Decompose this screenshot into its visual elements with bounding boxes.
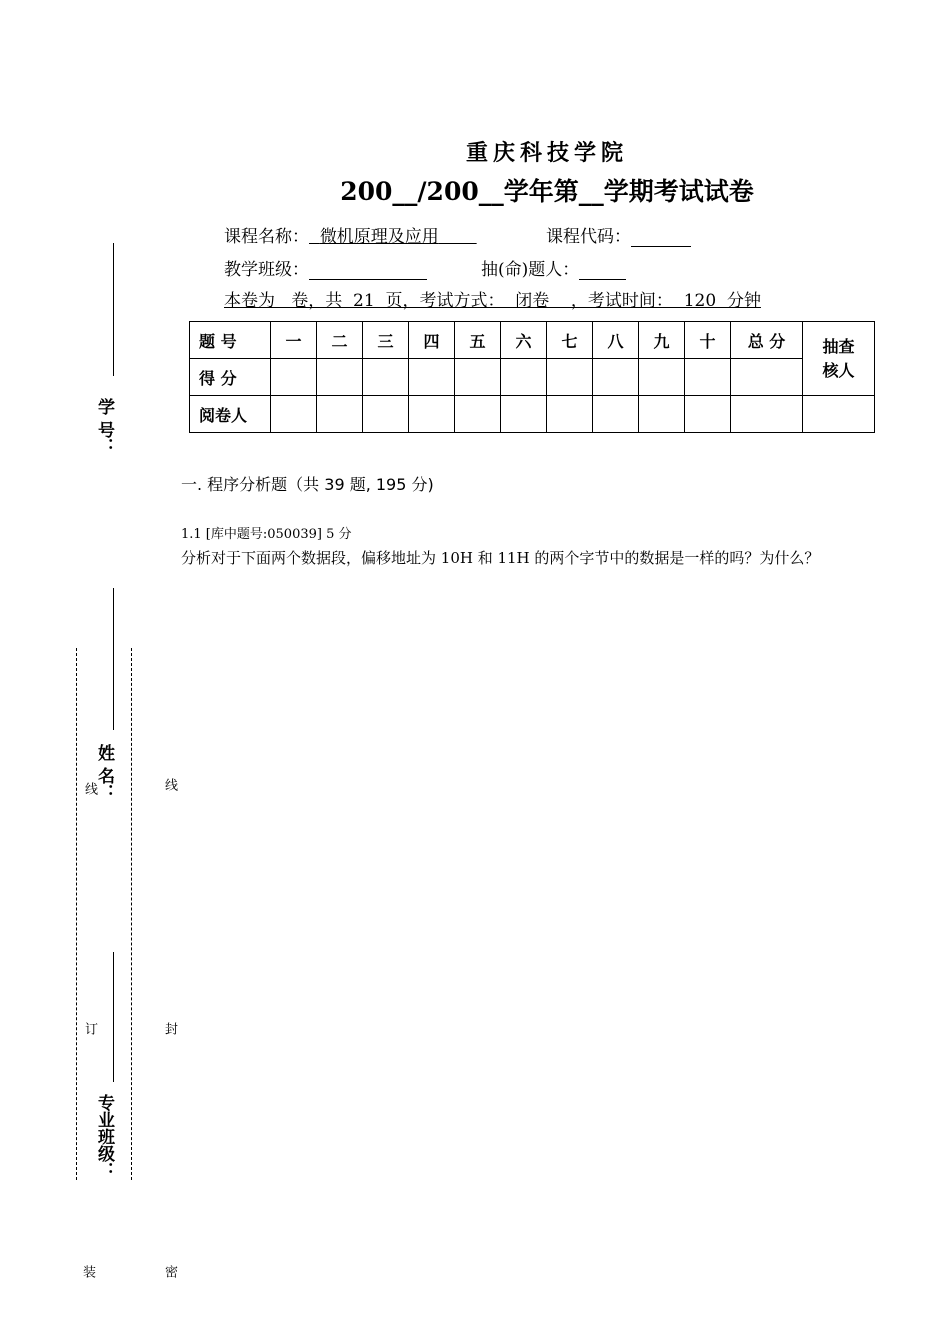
binding-dashed-line-left (76, 648, 77, 1180)
grader-cell[interactable] (409, 396, 455, 433)
score-cell[interactable] (455, 359, 501, 396)
column-header: 四 (409, 322, 455, 359)
major-class-label: 专业班级： (94, 1094, 114, 1179)
student-id-label: 学 号： (94, 398, 114, 455)
column-header: 十 (685, 322, 731, 359)
column-header-total: 总 分 (731, 322, 803, 359)
name-line[interactable] (113, 588, 114, 730)
score-cell[interactable] (501, 359, 547, 396)
grader-cell[interactable] (639, 396, 685, 433)
binding-mark: 订 (82, 1022, 97, 1035)
score-cell[interactable] (363, 359, 409, 396)
student-id-line[interactable] (113, 243, 114, 376)
major-class-line[interactable] (113, 952, 114, 1082)
binding-dashed-line-right (131, 648, 132, 1180)
class-label: 教学班级： (224, 260, 309, 280)
binding-mark: 密 (162, 1265, 177, 1278)
course-name-label: 课程名称： (224, 227, 309, 247)
course-code-blank[interactable] (631, 228, 691, 247)
binding-mark: 封 (162, 1022, 177, 1035)
score-cell[interactable] (271, 359, 317, 396)
column-header: 三 (363, 322, 409, 359)
section-title: 一. 程序分析题（共 39 题, 195 分) (181, 475, 434, 494)
column-header: 六 (501, 322, 547, 359)
exam-title: 200__/200__学年第__学期考试试卷 (340, 177, 754, 206)
row-header-grader: 阅卷人 (190, 396, 271, 433)
score-table (189, 321, 875, 433)
question-text: 分析对于下面两个数据段，偏移地址为 10H 和 11H 的两个字节中的数据是一样的吗？为什么？ (181, 549, 820, 567)
binding-mark: 线 (82, 782, 97, 795)
setter-label: 抽(命)题人： (481, 260, 580, 280)
grader-cell[interactable] (685, 396, 731, 433)
score-cell[interactable] (409, 359, 455, 396)
binding-mark: 装 (80, 1265, 95, 1278)
grader-cell[interactable] (317, 396, 363, 433)
column-header: 八 (593, 322, 639, 359)
course-name-value: 微机原理及应用 (319, 227, 439, 247)
column-header: 二 (317, 322, 363, 359)
score-cell[interactable] (317, 359, 363, 396)
row-header-score: 得 分 (190, 359, 271, 396)
name-label: 姓 名： (94, 744, 114, 801)
class-blank[interactable] (309, 261, 427, 280)
paper-info: 本卷为 卷，共 21 页，考试方式： 闭卷 ，考试时间： 120 分钟 (224, 291, 761, 311)
table-row (190, 322, 875, 359)
grader-cell[interactable] (547, 396, 593, 433)
score-cell[interactable] (685, 359, 731, 396)
grader-cell[interactable] (271, 396, 317, 433)
reviewer-cell[interactable] (803, 396, 875, 433)
binding-mark: 线 (162, 778, 177, 791)
grader-cell[interactable] (731, 396, 803, 433)
setter-row (481, 255, 626, 280)
row-header-question: 题 号 (190, 322, 271, 359)
grader-cell[interactable] (501, 396, 547, 433)
grader-cell[interactable] (455, 396, 501, 433)
grader-cell[interactable] (363, 396, 409, 433)
score-cell[interactable] (593, 359, 639, 396)
class-row (224, 255, 427, 280)
column-header: 七 (547, 322, 593, 359)
table-row (190, 396, 875, 433)
score-cell[interactable] (547, 359, 593, 396)
course-name-row (224, 222, 477, 247)
reviewer-header: 抽查 核人 (803, 322, 875, 396)
column-header: 九 (639, 322, 685, 359)
score-cell[interactable] (731, 359, 803, 396)
column-header: 五 (455, 322, 501, 359)
school-name: 重庆科技学院 (465, 141, 628, 166)
column-header: 一 (271, 322, 317, 359)
setter-blank[interactable] (579, 261, 626, 280)
grader-cell[interactable] (593, 396, 639, 433)
question-meta: 1.1 [库中题号:050039] 5 分 (181, 527, 352, 542)
course-code-label: 课程代码： (546, 227, 631, 247)
course-code-row (546, 222, 691, 247)
table-row (190, 359, 875, 396)
score-cell[interactable] (639, 359, 685, 396)
